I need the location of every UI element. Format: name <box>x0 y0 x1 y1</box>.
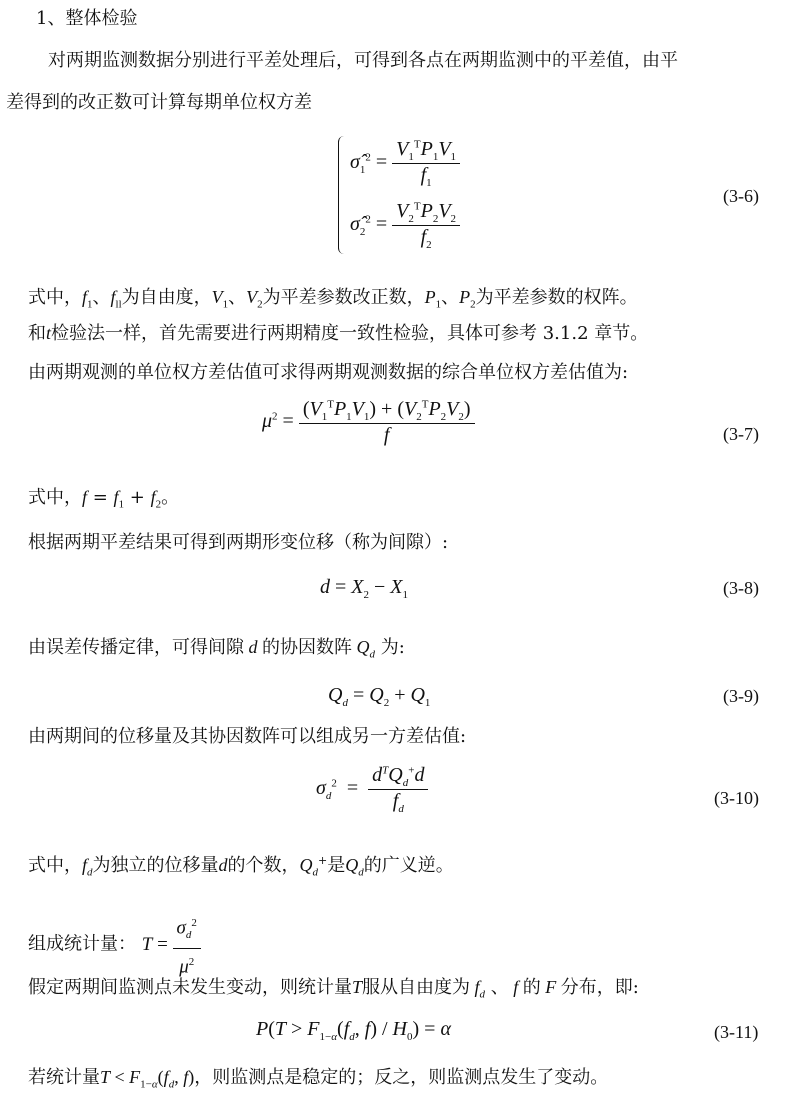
left-brace <box>338 136 347 254</box>
equation-number: (3-11) <box>714 1022 759 1042</box>
equation-number: (3-10) <box>714 788 759 808</box>
paragraph-line: 对两期监测数据分别进行平差处理后，可得到各点在两期监测中的平差值，由平 <box>48 50 678 71</box>
combined-line: 由两期观测的单位权方差估值可求得两期观测数据的综合单位权方差估值为: <box>28 362 629 383</box>
section-heading: 1、整体检验 <box>36 8 138 29</box>
formula-sigma1: $\sigmâ_1^2$ = $\frac{V_1^TP_1V_1}{f_1}$ <box>350 138 460 189</box>
equation-number: (3-7) <box>723 424 759 444</box>
formula-mu: $\mu^2$ = $\frac{(V_1^TP_1V_1) + (V_2^TP_2V_2)}{f}$ <box>262 398 475 447</box>
variance-line: 由两期间的位移量及其协因数阵可以组成另一方差估值: <box>28 726 467 747</box>
equation-number: (3-9) <box>723 686 759 706</box>
equation-number: (3-8) <box>723 578 759 598</box>
where-line: 式中，$f_1$、$f_{ll}$为自由度，$V_1$、$V_2$为平差参数改正数，$P_1$、$P_2$为平差参数的权阵。 <box>28 287 638 311</box>
equation-number: (3-6) <box>723 186 759 206</box>
formula-qd: $Q_d = Q_2 + Q_1$ <box>328 684 431 709</box>
formula-d: $d = X_2 - X_1$ <box>320 576 408 601</box>
conclusion-line: 若统计量$T < F_{1-\alpha}(f_d$, f)，则监测点是稳定的；反之，则监测点发生了变动。 <box>28 1067 609 1091</box>
where-line: 式中，$f = f_1 + f_2$。 <box>28 487 180 511</box>
where-line: 式中，$f_d$为独立的位移量d的个数，$Q_d^+$是$Q_d$的广义逆。 <box>28 854 454 879</box>
statistic-line: 组成统计量： T = $\frac{\sigma_d^2}{\mu^2}$ <box>28 910 201 980</box>
t-test-line: 和t检验法一样，首先需要进行两期精度一致性检验，具体可参考 3.1.2 章节。 <box>28 323 649 344</box>
cofactor-line: 由误差传播定律，可得间隙 d 的协因数阵 $Q_d$ 为: <box>28 637 405 661</box>
formula-sigma2: $\sigmâ_2^2$ = $\frac{V_2^TP_2V_2}{f_2}$ <box>350 200 460 251</box>
assumption-line: 假定两期间监测点未发生变动，则统计量T服从自由度为 $f_d$ 、 f 的 F 分布，即: <box>28 977 639 1001</box>
formula-sigma-d: $\sigma_d^2$ = $\frac{d^TQ_d^+d}{f_d}$ <box>316 764 428 815</box>
gap-line: 根据两期平差结果可得到两期形变位移（称为间隙）: <box>28 532 449 553</box>
formula-probability: $P(T > F_{1-\alpha}(f_d$, $f) / H_0) = \alpha$ <box>256 1018 451 1043</box>
paragraph-line: 差得到的改正数可计算每期单位权方差 <box>6 92 312 113</box>
